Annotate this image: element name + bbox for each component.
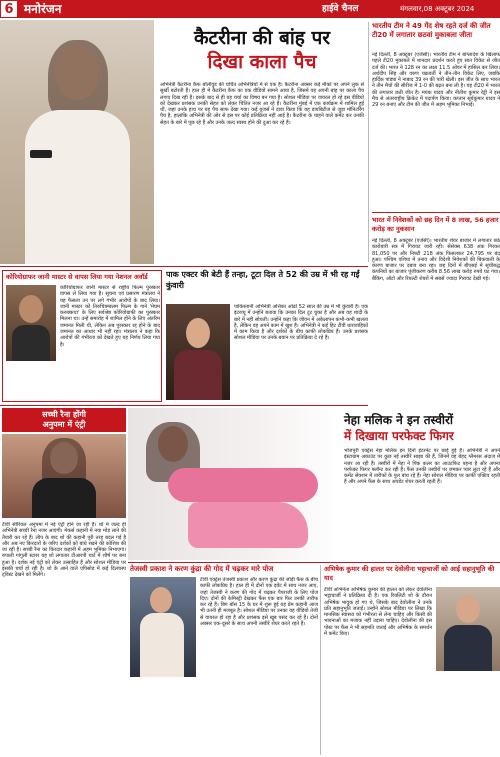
market-story	[372, 216, 500, 396]
katrina-headline-line2: दिखा काला पैच	[207, 51, 317, 73]
anupama-headline-line2: अनुपमा में एंट्री	[42, 420, 86, 429]
tejasswi-headline: तेजस्वी प्रकाश ने करण कुंद्रा की गोद में चढ़कर मारे पोज	[130, 565, 274, 573]
neha-headline-line1: नेहा मलिक ने इन तस्वीरों	[344, 413, 454, 427]
anupama-story	[2, 408, 126, 708]
neha-headline	[344, 412, 500, 444]
jani-photo	[6, 285, 56, 361]
katrina-body: अभिनेत्री कैटरीना कैफ बॉलीवुड की चर्चित अभिनेत्रियों में से एक हैं। कैटरीना अक्सर कई मौकों पर अपने लुक से सुर्खी बटोरती हैं। हाल ही में कैटरीना कैफ का एक वीडियो सामने आया है, जिसमें वह अपनी बांह पर काला पैच लगाए दिख रही हैं। इसके बाद से ही यह चर्चा का विषय बन गया है। सोशल मीडिया पर वायरल हो रहे इस वीडियो को देखकर प्रशंसक उनकी सेहत को लेकर चिंतित नजर आ रहे हैं। कैटरीना मुंबई में एक कार्यक्रम में शामिल हुई थीं, जहां उनके हाथ पर यह पैच साफ देखा गया। कई यूजर्स ने दावा किया कि यह डायबिटीज से जुड़ा मॉनिटरिंग पैच है, हालांकि अभिनेत्री की ओर से इस पर कोई प्रतिक्रिया नहीं आई है। कैटरीना के चाहने वाले कमेंट कर उनकी सेहत के बारे में पूछ रहे हैं और उनके जल्द स्वस्थ होने की दुआ कर रहे हैं।	[160, 82, 364, 126]
market-body: नई दिल्ली, 8 अक्टूबर (एजेंसी)। भारतीय शेयर बाजार में लगातार छठे कारोबारी सत्र में गिरावट जारी रही। सेंसेक्स 638 अंक गिरकर 81,050 पर और निफ्टी 218 अंक फिसलकर 24,795 पर बंद हुआ। पश्चिम एशिया में तनाव और विदेशी निवेशकों की बिकवाली के कारण बाजार पर दबाव बना रहा। छह दिनों में बीएसई में सूचीबद्ध कंपनियों का बाजार पूंजीकरण करीब 8.56 लाख करोड़ रुपये घट गया। बैंकिंग, ऑटो और रियल्टी शेयरों में सबसे ज्यादा गिरावट देखी गई।	[372, 238, 500, 282]
abhishek-headline: अभिषेक कुमार की हालत पर देवोलीना भट्टाचार्जी को आई सहानुभूति की याद	[324, 565, 495, 582]
neha-body: भोजपुरी एक्ट्रेस नेहा मलिक इन दिनों इंटरनेट पर छाई हुई हैं। अभिनेत्री ने अपने इंस्टाग्राम अकाउंट पर कुछ नई तस्वीरें साझा की हैं, जिनमें वह बेहद ग्लैमरस अंदाज में नजर आ रही हैं। तस्वीरों में नेहा ने पिंक कलर का आउटफिट पहना है और अपना परफेक्ट फिगर फ्लॉन्ट कर रही हैं। फैंस उनकी तस्वीरों पर जमकर प्यार लुटा रहे हैं और कमेंट सेक्शन में तारीफों के पुल बांध रहे हैं। नेहा सोशल मीडिया पर काफी एक्टिव रहती हैं और अपने फैंस के साथ अपडेट शेयर करती रहती हैं।	[344, 448, 500, 486]
abhishek-story	[324, 565, 500, 755]
jani-headline: कोरियोग्राफर जानी मास्टर से वापस लिया गया नेशनल अवॉर्ड	[6, 273, 148, 281]
neha-article	[344, 448, 500, 560]
tejasswi-story	[130, 565, 318, 755]
katrina-article	[160, 82, 364, 262]
neha-headline-line2: में दिखाया परफेक्ट फिगर	[344, 429, 454, 443]
pak-story	[166, 270, 368, 402]
abhishek-photo	[436, 587, 500, 671]
cricket-headline: भारतीय टीम ने 49 गेंद शेष रहते दर्ज की जीत टी20 में लगातार छठवां मुकाबला जीता	[372, 22, 491, 39]
page-number: 6	[0, 0, 18, 18]
pak-headline: पाक एक्टर की बेटी हैं तन्हा, टूटा दिल ते 52 की उम्र में भी रह गईं कुंवारी	[166, 270, 360, 290]
page-header	[0, 0, 500, 18]
katrina-photo	[0, 20, 154, 264]
jani-story	[2, 270, 162, 402]
katrina-headline	[160, 26, 364, 74]
tejasswi-photo	[130, 577, 196, 677]
neha-photo	[128, 408, 340, 560]
abhishek-body: टीवी अभिनेता अभिषेक कुमार की हालत को लेकर देवोलीना भट्टाचार्जी ने प्रतिक्रिया दी है। एक रियलिटी शो के दौरान अभिषेक भावुक हो गए थे, जिसके बाद देवोलीना ने उनके प्रति सहानुभूति जताई। उन्होंने सोशल मीडिया पर लिखा कि मानसिक स्वास्थ्य को गंभीरता से लेना चाहिए और किसी की भावनाओं का मजाक नहीं उड़ाना चाहिए। देवोलीना की इस पोस्ट पर फैंस ने भी सहमति जताई और अभिषेक के समर्थन में कमेंट किए।	[324, 587, 432, 638]
market-headline: भारत में निवेशकों को छह दिन में 8 लाख, 56 हजार करोड़ का नुकसान	[372, 216, 499, 233]
anupama-headline-line1: सच्ची रैना होंगी	[42, 410, 86, 419]
issue-date: मंगलवार,08 अक्टूबर 2024	[400, 5, 475, 13]
anupama-body: टीवी सीरियल अनुपमा में नई एंट्री होने जा रही है। शो में जल्द ही अभिनेत्री सच्ची रैना नजर आएंगी। मेकर्स कहानी में नया मोड़ लाने की तैयारी कर रहे हैं। लीप के बाद शो की कहानी पूरी तरह बदल गई है और अब नए किरदारों के जरिए दर्शकों को बांधे रखने की कोशिश की जा रही है। सच्ची रैना का किरदार कहानी में अहम भूमिका निभाएगा। रुपाली गांगुली स्टारर यह शो लगातार टीआरपी चार्ट में शीर्ष पर बना हुआ है। दर्शक नई एंट्री को लेकर उत्साहित हैं और सोशल मीडिया पर इसकी चर्चा हो रही है। शो के आने वाले एपिसोड में कई दिलचस्प ट्विस्ट देखने को मिलेंगे।	[2, 522, 126, 579]
jani-body: कोरियोग्राफर जानी मास्टर से राष्ट्रीय फिल्म पुरस्कार वापस ले लिया गया है। सूचना एवं प्रसारण मंत्रालय ने यह फैसला उन पर लगे गंभीर आरोपों के बाद लिया। जानी मास्टर को तिरुचित्रम्बलम फिल्म के गाने 'मेघम करुक्कथा' के लिए सर्वश्रेष्ठ कोरियोग्राफी का पुरस्कार मिलना था। उन्हें समारोह में शामिल होने के लिए अंतरिम जमानत मिली थी, लेकिन अब पुरस्कार रद्द होने के बाद जमानत का आधार भी नहीं रहा। मंत्रालय ने कहा कि आरोपों की गंभीरता को देखते हुए यह निर्णय लिया गया है।	[60, 285, 160, 348]
katrina-headline-line1: कैटरीना की बांह पर	[193, 27, 331, 49]
paper-name: हाईवे चैनल	[322, 4, 359, 14]
cricket-story	[372, 22, 500, 210]
tejasswi-body: टीवी एक्ट्रेस तेजस्वी प्रकाश और करण कुंद्रा की जोड़ी फैंस के बीच काफी लोकप्रिय है। हाल ही में दोनों एक इवेंट में साथ नजर आए, जहां तेजस्वी ने करण की गोद में चढ़कर पैपराजी के लिए पोज दिए। दोनों की केमिस्ट्री देखकर फैंस एक बार फिर उनकी तारीफ कर रहे हैं। बिग बॉस 15 के घर में शुरू हुई यह प्रेम कहानी आज भी उतनी ही मजबूत है। सोशल मीडिया पर उनका यह वीडियो तेजी से वायरल हो रहा है और प्रशंसक इसे खूब पसंद कर रहे हैं। दोनों अक्सर एक-दूसरे के साथ अपनी तस्वीरें शेयर करते रहते हैं।	[200, 577, 318, 628]
anupama-photo	[2, 434, 126, 518]
cricket-body: नई दिल्ली, 8 अक्टूबर (एजेंसी)। भारतीय टीम ने बांग्लादेश के खिलाफ पहले टी20 मुकाबले में शानदार प्रदर्शन करते हुए सात विकेट से जीत दर्ज की। भारत ने 128 रन का लक्ष्य 11.5 ओवर में हासिल कर लिया। अर्शदीप सिंह और वरुण चक्रवर्ती ने तीन-तीन विकेट लिए, जबकि हार्दिक पांड्या ने नाबाद 39 रन की पारी खेली। इस जीत के साथ भारत ने तीन मैचों की सीरीज में 1-0 की बढ़त बना ली है। यह टी20 में भारत की लगातार छठी जीत है। मयंक यादव और नीतीश कुमार रेड्डी ने इस मैच से अंतरराष्ट्रीय क्रिकेट में पदार्पण किया। कप्तान सूर्यकुमार यादव ने 29 रन बनाए और टीम की जीत में अहम भूमिका निभाई।	[372, 52, 500, 109]
anupama-headline	[2, 408, 126, 432]
pak-body: पाकिस्तानी अभिनेत्री अत्तिका ओढो 52 साल की उम्र में भी कुंवारी हैं। एक इंटरव्यू में उन्होंने बताया कि उनका दिल टूट चुका है और अब वह शादी के बारे में नहीं सोचतीं। उन्होंने कहा कि जीवन में अकेलापन कभी-कभी खलता है, लेकिन वह अपने काम में खुश हैं। अभिनेत्री ने कई हिट टीवी धारावाहिकों में काम किया है और दर्शकों के बीच काफी लोकप्रिय हैं। उनके प्रशंसक सोशल मीडिया पर उनके बयान पर प्रतिक्रिया दे रहे हैं।	[234, 304, 368, 342]
pak-photo	[166, 304, 230, 400]
section-title: मनोरंजन	[24, 2, 62, 16]
